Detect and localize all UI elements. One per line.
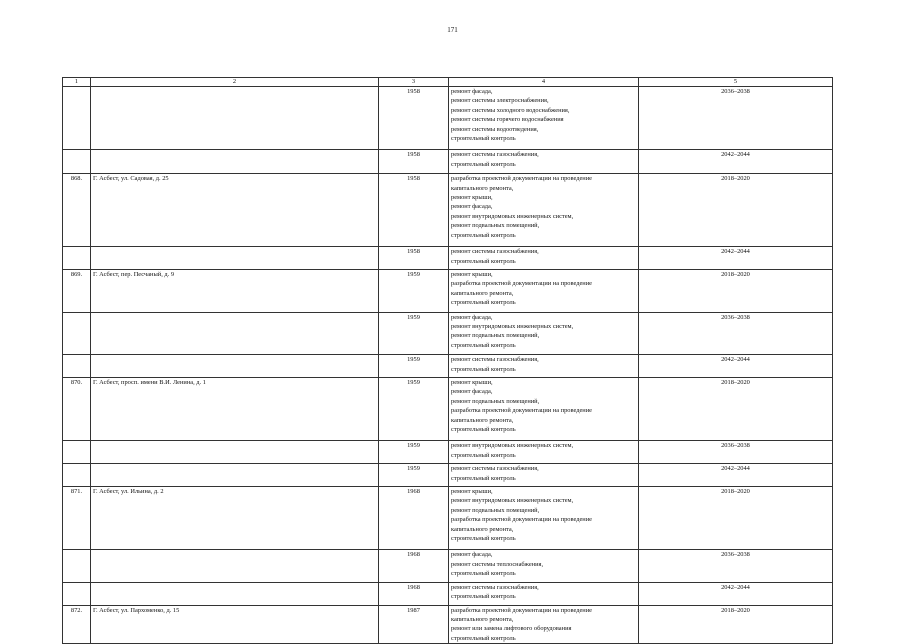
work-item: ремонт крыши, <box>451 194 493 202</box>
construction-year: 1968 <box>379 487 449 550</box>
repair-works <box>449 269 639 312</box>
work-item: строительный контроль <box>451 474 516 482</box>
record-number: 869. <box>63 269 91 312</box>
work-item: ремонт крыши, <box>451 270 493 278</box>
work-item: строительный контроль <box>451 299 516 307</box>
building-address <box>91 355 379 378</box>
building-address <box>91 441 379 464</box>
work-item: строительный контроль <box>451 634 516 642</box>
record-number: 870. <box>63 377 91 440</box>
column-header-3: 3 <box>379 78 449 87</box>
table-row <box>63 582 833 605</box>
work-item: ремонт крыши, <box>451 378 493 386</box>
repair-works <box>449 582 639 605</box>
work-item: ремонт внутридомовых инженерных систем, <box>451 212 574 220</box>
column-number-row <box>63 78 833 87</box>
record-number <box>63 312 91 355</box>
work-item: капитального ремонта, <box>451 416 514 424</box>
repair-works <box>449 441 639 464</box>
work-item: ремонт системы газоснабжения, <box>451 151 539 159</box>
work-item: строительный контроль <box>451 341 516 349</box>
table-body <box>63 87 833 644</box>
construction-year: 1968 <box>379 582 449 605</box>
work-item: капитального ремонта, <box>451 615 514 623</box>
work-item: ремонт внутридомовых инженерных систем, <box>451 322 574 330</box>
page-number: 171 <box>447 26 458 34</box>
work-item: капитального ремонта, <box>451 525 514 533</box>
record-number: 872. <box>63 605 91 644</box>
building-address: Г. Асбест, ул. Садовая, д. 25 <box>91 174 379 247</box>
work-item: строительный контроль <box>451 135 516 143</box>
repair-works <box>449 487 639 550</box>
building-address <box>91 550 379 582</box>
repair-works <box>449 550 639 582</box>
construction-year: 1959 <box>379 377 449 440</box>
record-number <box>63 87 91 150</box>
planned-period: 2042–2044 <box>639 247 833 270</box>
record-number <box>63 582 91 605</box>
repair-works <box>449 377 639 440</box>
table-row <box>63 377 833 440</box>
work-item: ремонт фасада, <box>451 388 493 396</box>
work-item: ремонт системы холодного водоснабжения, <box>451 106 570 114</box>
repair-works <box>449 355 639 378</box>
repair-works <box>449 464 639 487</box>
work-item: ремонт подвальных помещений, <box>451 397 540 405</box>
planned-period: 2018–2020 <box>639 174 833 247</box>
construction-year: 1959 <box>379 355 449 378</box>
building-address <box>91 150 379 174</box>
work-item: ремонт системы газоснабжения, <box>451 248 539 256</box>
planned-period: 2042–2044 <box>639 150 833 174</box>
planned-period: 2018–2020 <box>639 487 833 550</box>
construction-year: 1958 <box>379 87 449 150</box>
table-row <box>63 355 833 378</box>
planned-period: 2018–2020 <box>639 377 833 440</box>
record-number <box>63 550 91 582</box>
planned-period: 2018–2020 <box>639 269 833 312</box>
planned-period: 2036–2038 <box>639 87 833 150</box>
table-row <box>63 464 833 487</box>
work-item: строительный контроль <box>451 593 516 601</box>
work-item: разработка проектной документации на проведение <box>451 516 592 524</box>
planned-period: 2042–2044 <box>639 582 833 605</box>
work-item: разработка проектной документации на проведение <box>451 407 592 415</box>
construction-year: 1959 <box>379 269 449 312</box>
column-header-1: 1 <box>63 78 91 87</box>
work-item: ремонт системы водоотведения, <box>451 125 539 133</box>
work-item: ремонт или замена лифтового оборудования <box>451 625 572 633</box>
planned-period: 2042–2044 <box>639 464 833 487</box>
work-item: ремонт системы газоснабжения, <box>451 356 539 364</box>
work-item: строительный контроль <box>451 426 516 433</box>
work-item: ремонт системы газоснабжения, <box>451 465 539 473</box>
table-row <box>63 150 833 174</box>
work-item: строительный контроль <box>451 365 516 373</box>
work-item: разработка проектной документации на проведение <box>451 175 592 183</box>
building-address <box>91 464 379 487</box>
work-item: разработка проектной документации на проведение <box>451 280 592 288</box>
work-item: строительный контроль <box>451 570 516 578</box>
work-item: ремонт системы газоснабжения, <box>451 583 539 591</box>
work-item: ремонт системы теплоснабжения, <box>451 560 544 568</box>
work-item: строительный контроль <box>451 451 516 459</box>
construction-year: 1987 <box>379 605 449 644</box>
construction-year: 1959 <box>379 312 449 355</box>
repair-works <box>449 150 639 174</box>
table-row <box>63 87 833 150</box>
building-address <box>91 582 379 605</box>
repair-works <box>449 174 639 247</box>
record-number <box>63 355 91 378</box>
table-header <box>63 78 833 87</box>
planned-period: 2042–2044 <box>639 355 833 378</box>
capital-repair-table <box>62 77 833 644</box>
repair-works <box>449 247 639 270</box>
building-address: Г. Асбест, ул. Ильина, д. 2 <box>91 487 379 550</box>
table-row <box>63 312 833 355</box>
work-item: ремонт крыши, <box>451 488 493 496</box>
planned-period: 2036–2038 <box>639 312 833 355</box>
building-address <box>91 247 379 270</box>
work-item: капитального ремонта, <box>451 289 514 297</box>
column-header-2: 2 <box>91 78 379 87</box>
building-address: Г. Асбест, пер. Песчаный, д. 9 <box>91 269 379 312</box>
work-item: ремонт внутридомовых инженерных систем, <box>451 442 574 450</box>
work-item: строительный контроль <box>451 160 516 168</box>
column-header-5: 5 <box>639 78 833 87</box>
building-address: Г. Асбест, просп. имени В.И. Ленина, д. 1 <box>91 377 379 440</box>
table-row <box>63 487 833 550</box>
construction-year: 1958 <box>379 174 449 247</box>
record-number <box>63 464 91 487</box>
record-number <box>63 441 91 464</box>
work-item: ремонт фасада, <box>451 313 493 321</box>
building-address <box>91 312 379 355</box>
table-row <box>63 441 833 464</box>
construction-year: 1958 <box>379 247 449 270</box>
table-row <box>63 174 833 247</box>
work-item: строительный контроль <box>451 535 516 543</box>
work-item: строительный контроль <box>451 231 516 239</box>
work-item: ремонт подвальных помещений, <box>451 222 540 230</box>
building-address: Г. Асбест, ул. Пархоменко, д. 15 <box>91 605 379 644</box>
column-header-4: 4 <box>449 78 639 87</box>
work-item: строительный контроль <box>451 257 516 265</box>
planned-period: 2018–2020 <box>639 605 833 644</box>
work-item: ремонт фасада, <box>451 551 493 559</box>
table-row <box>63 269 833 312</box>
table-row <box>63 605 833 644</box>
construction-year: 1968 <box>379 550 449 582</box>
repair-works <box>449 312 639 355</box>
record-number <box>63 150 91 174</box>
construction-year: 1959 <box>379 441 449 464</box>
work-item: ремонт внутридомовых инженерных систем, <box>451 497 574 505</box>
work-item: ремонт фасада, <box>451 88 493 95</box>
table-row <box>63 550 833 582</box>
building-address <box>91 87 379 150</box>
work-item: ремонт подвальных помещений, <box>451 506 540 514</box>
construction-year: 1959 <box>379 464 449 487</box>
record-number <box>63 247 91 270</box>
work-item: ремонт системы электроснабжения, <box>451 97 549 105</box>
work-item: разработка проектной документации на проведение <box>451 606 592 614</box>
repair-works <box>449 605 639 644</box>
repair-works <box>449 87 639 150</box>
planned-period: 2036–2038 <box>639 550 833 582</box>
work-item: капитального ремонта, <box>451 184 514 192</box>
record-number: 868. <box>63 174 91 247</box>
work-item: ремонт подвальных помещений, <box>451 332 540 340</box>
table-row <box>63 247 833 270</box>
construction-year: 1958 <box>379 150 449 174</box>
work-item: ремонт фасада, <box>451 203 493 211</box>
record-number: 871. <box>63 487 91 550</box>
work-item: ремонт системы горячего водоснабжения <box>451 116 564 124</box>
planned-period: 2036–2038 <box>639 441 833 464</box>
